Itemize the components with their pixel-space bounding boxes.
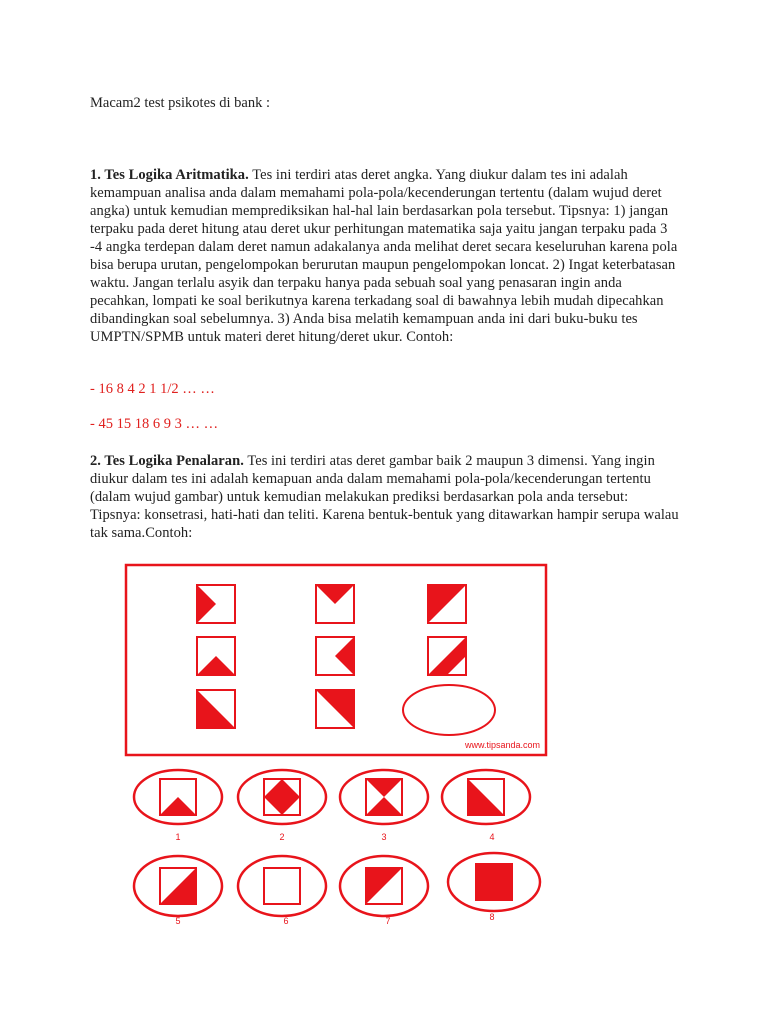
pattern-cell-6 [428, 637, 466, 675]
pattern-cell-8 [316, 690, 354, 728]
pattern-cell-7 [197, 690, 235, 728]
answer-option-3 [340, 770, 428, 842]
answer-placeholder-oval [403, 685, 495, 735]
pattern-cell-4 [197, 637, 235, 675]
section-1-body: Tes ini terdiri atas deret angka. Yang diukur dalam tes ini adalah kemampuan analisa anda dalam memahami pola-pola/kecenderungan tertentu (dalam wujud deret angka) untuk kemudian memprediksikan hal-hal lain berdasarkan pola tersebut. Tipsnya: 1) jangan terpaku pada deret hitung atau deret ukur perhitungan matematika saja yaitu jangan terpaku pada 3 -4 angka terdepan dalam deret namun adakalanya anda melihat deret secara keseluruhan karena pola bisa berupa urutan, pengelompokan berurutan maupun pengelompokan loncat. 2) Ingat keterbatasan waktu. Jangan terlalu asyik dan terpaku hanya pada sebuah soal yang penasaran ingin anda pecahkan, lompati ke soal berikutnya karena terkadang soal di bawahnya lebih mudah dipecahkan dibandingkan soal sebelumnya. 3) Anda bisa melatih kemampuan anda ini dari buku-buku tes UMPTN/SPMB untuk materi deret hitung/deret ukur. Contoh: [90, 167, 678, 345]
section-1-paragraph [90, 166, 680, 346]
answer-option-1 [134, 770, 222, 842]
section-2-paragraph [90, 452, 680, 542]
option-label: 4 [489, 832, 495, 842]
sequence-2-dash: - [90, 416, 99, 432]
answer-option-4 [442, 770, 530, 842]
sequence-1-dash: - [90, 381, 99, 397]
sequence-1-text: 16 8 4 2 1 1/2 … … [98, 381, 215, 397]
pattern-cell-2 [316, 585, 354, 623]
section-2-heading: 2. Tes Logika Penalaran. [90, 453, 244, 469]
answer-option-5 [134, 856, 222, 926]
option-label: 8 [489, 912, 495, 922]
answer-option-2 [238, 770, 326, 842]
option-label: 6 [283, 916, 289, 926]
answer-option-7 [340, 856, 428, 926]
pattern-figure [120, 560, 560, 930]
sequence-2 [90, 416, 218, 433]
section-2-body: Tes ini terdiri atas deret gambar baik 2 maupun 3 dimensi. Yang ingin diukur dalam tes ini adalah kemapuan anda dalam memahami pola-pola/kecenderungan tertentu (dalam wujud gambar) untuk kemudian melakukan prediksi berdasarkan pola anda tersebut: Tipsnya: konsetrasi, hati-hati dan teliti. Karena bentuk-bentuk yang ditawarkan hampir serupa walau tak sama.Contoh: [90, 453, 679, 541]
pattern-cell-5 [316, 637, 354, 675]
answer-option-8 [448, 853, 540, 922]
option-label: 3 [381, 832, 387, 842]
answer-option-6 [238, 856, 326, 926]
option-label: 5 [175, 916, 181, 926]
sequence-2-text: 45 15 18 6 9 3 … … [98, 416, 219, 432]
option-label: 7 [385, 916, 391, 926]
watermark: www.tipsanda.com [464, 740, 540, 750]
sequence-1 [90, 381, 215, 398]
option-label: 2 [279, 832, 285, 842]
option-label: 1 [175, 832, 181, 842]
pattern-cell-3 [428, 585, 466, 623]
pattern-cell-1 [197, 585, 235, 623]
intro-line: Macam2 test psikotes di bank : [90, 95, 271, 111]
section-1-heading: 1. Tes Logika Aritmatika. [90, 167, 249, 183]
